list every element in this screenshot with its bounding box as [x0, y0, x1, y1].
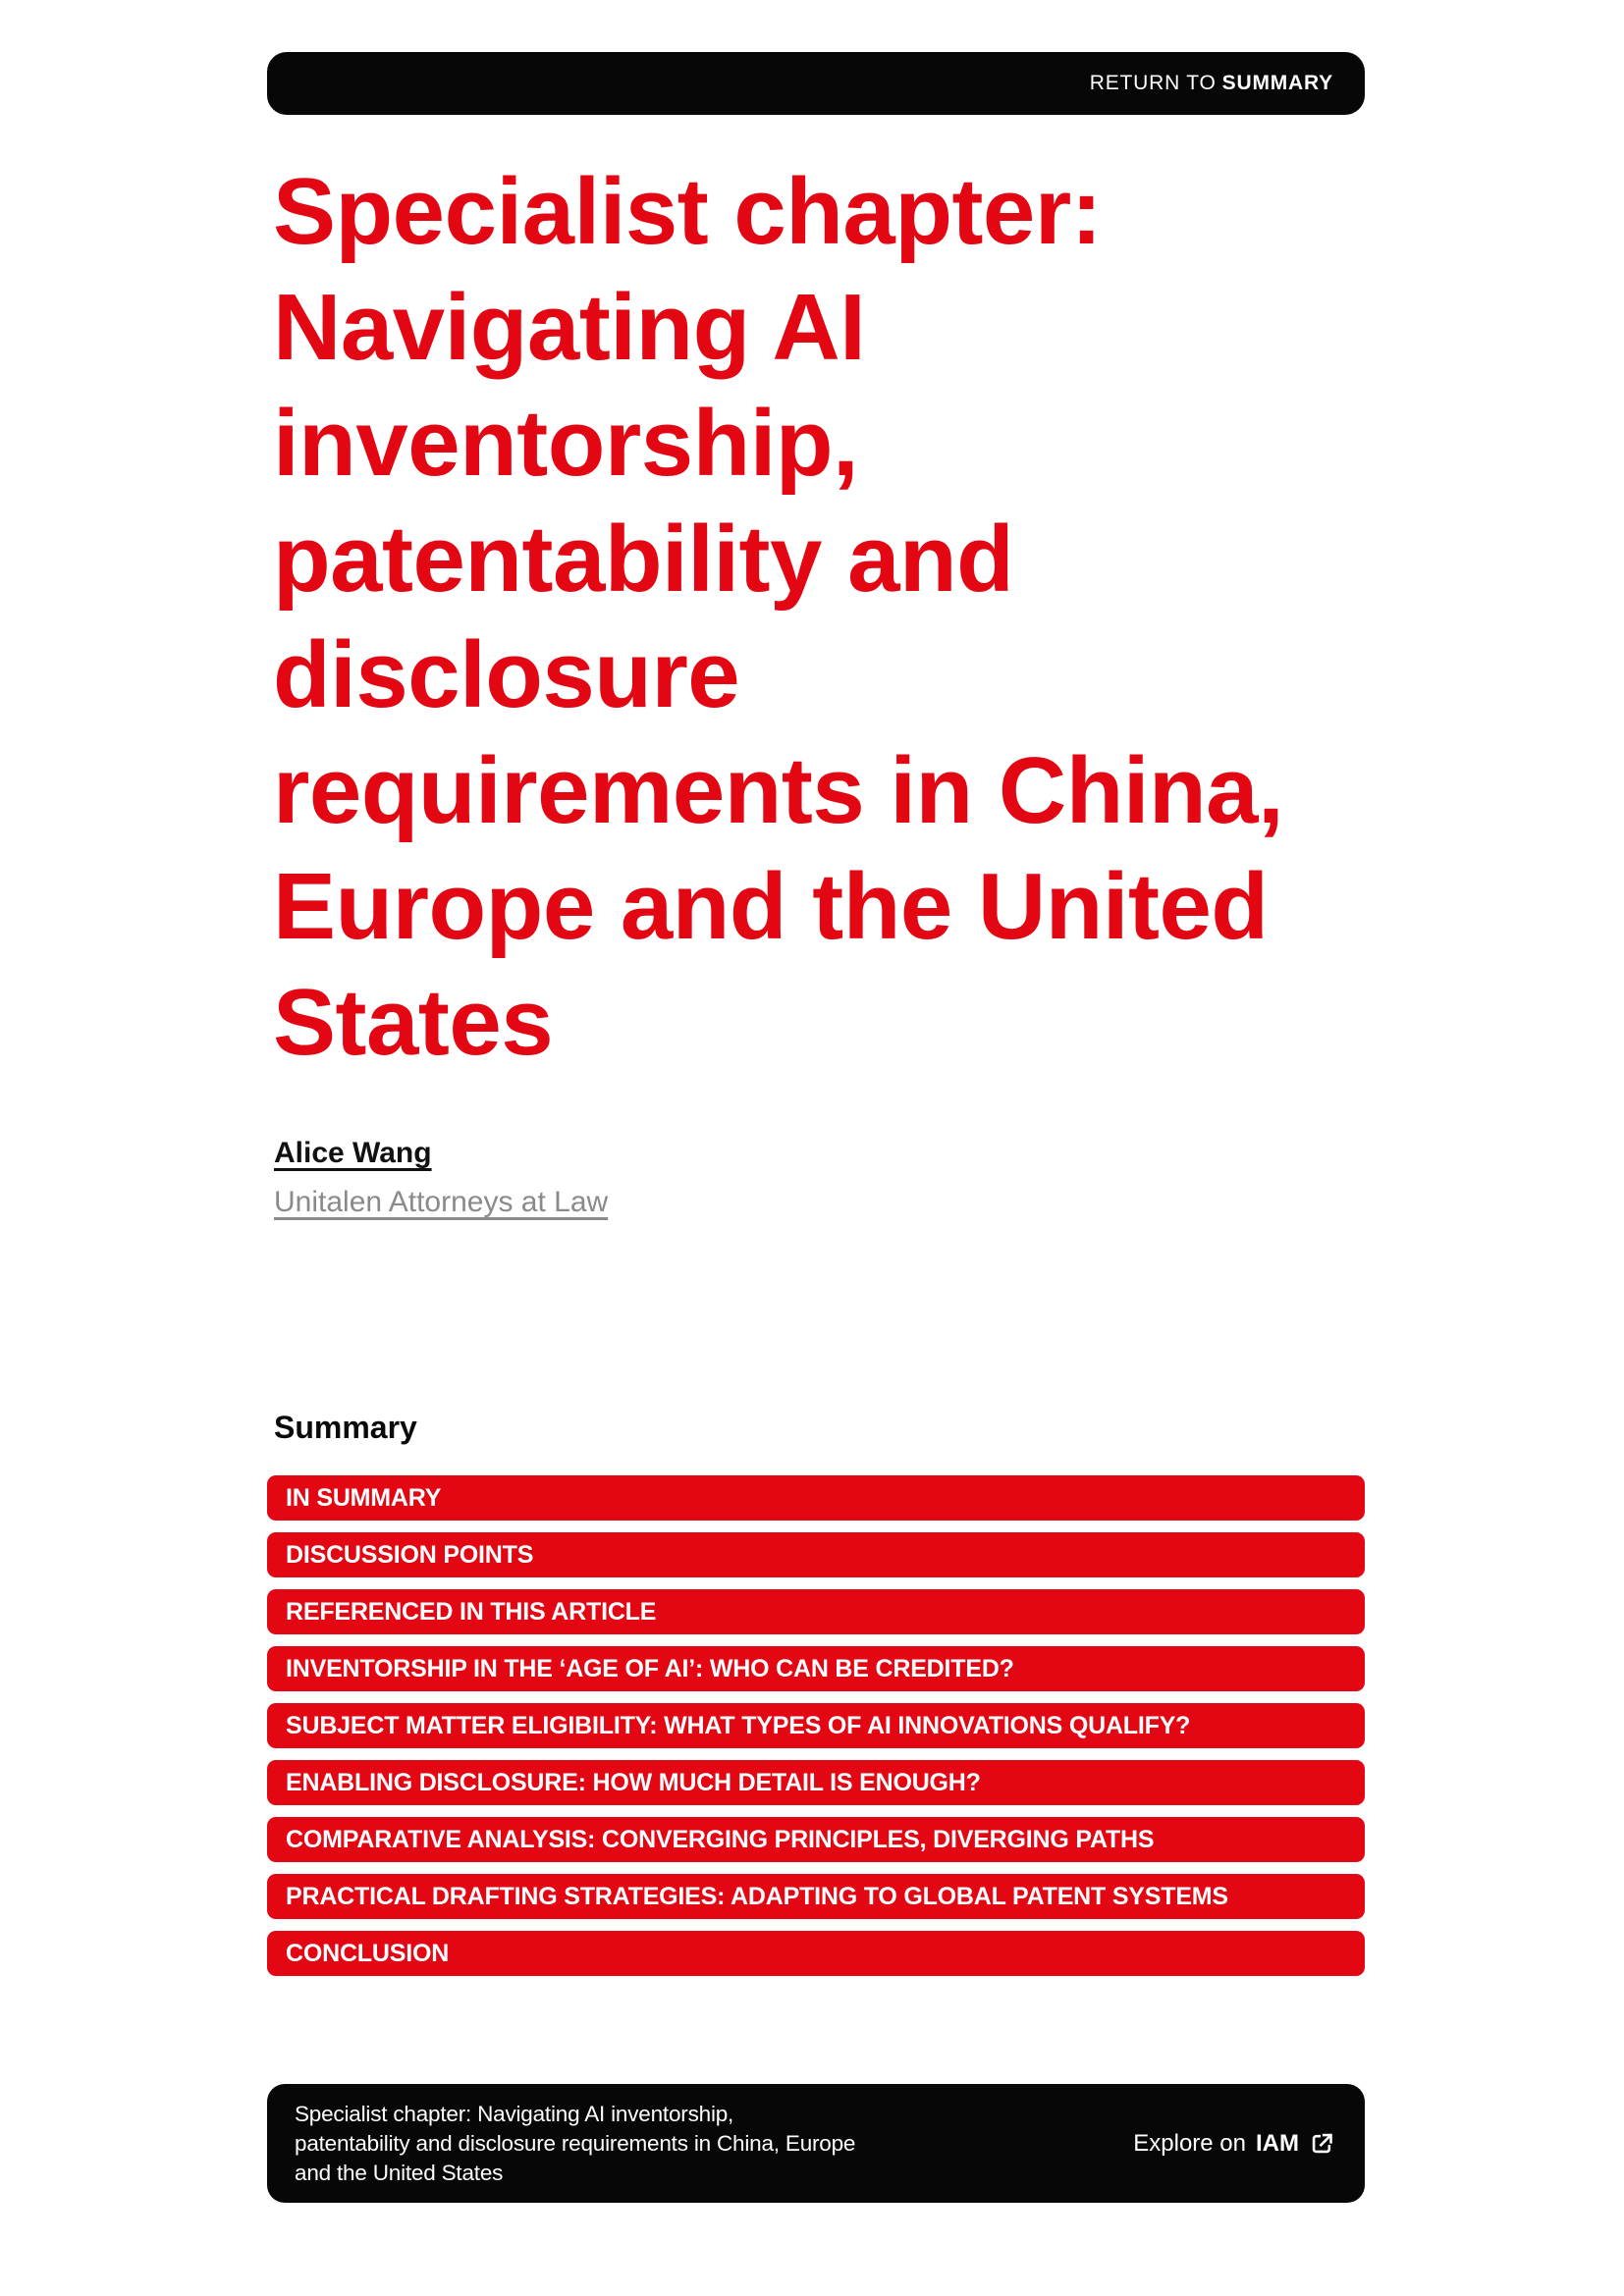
footer-article-title: Specialist chapter: Navigating AI inventorship, patentability and disclosure requirements in China, Europe and the United States: [295, 2101, 856, 2185]
iam-label: IAM: [1256, 2129, 1299, 2157]
author-link[interactable]: Alice Wang: [274, 1137, 432, 1169]
explore-on-iam-link[interactable]: [1133, 2130, 1335, 2158]
summary-heading: Summary: [274, 1410, 417, 1445]
return-to-label: RETURN TO: [1089, 72, 1217, 94]
toc-item[interactable]: DISCUSSION POINTS: [267, 1532, 1365, 1577]
toc-item[interactable]: PRACTICAL DRAFTING STRATEGIES: ADAPTING TO GLOBAL PATENT SYSTEMS: [267, 1874, 1365, 1919]
toc-item[interactable]: IN SUMMARY: [267, 1475, 1365, 1521]
firm-link[interactable]: Unitalen Attorneys at Law: [274, 1186, 609, 1218]
external-link-icon: [1309, 2130, 1335, 2157]
toc-item[interactable]: SUBJECT MATTER ELIGIBILITY: WHAT TYPES OF AI INNOVATIONS QUALIFY?: [267, 1703, 1365, 1748]
toc-item[interactable]: CONCLUSION: [267, 1931, 1365, 1976]
toc-item[interactable]: COMPARATIVE ANALYSIS: CONVERGING PRINCIPLES, DIVERGING PATHS: [267, 1817, 1365, 1862]
toc-item[interactable]: INVENTORSHIP IN THE ‘AGE OF AI’: WHO CAN BE CREDITED?: [267, 1646, 1365, 1691]
return-to-summary-button[interactable]: [267, 52, 1365, 115]
toc-item[interactable]: ENABLING DISCLOSURE: HOW MUCH DETAIL IS ENOUGH?: [267, 1760, 1365, 1805]
article-title: Specialist chapter: Navigating AI inventorship, patentability and disclosure requirements in China, Europe and the United States: [273, 159, 1284, 1075]
toc-item[interactable]: REFERENCED IN THIS ARTICLE: [267, 1589, 1365, 1634]
summary-toc: [267, 1475, 1365, 1976]
explore-on-label: Explore on: [1133, 2129, 1246, 2157]
author-block: [274, 1137, 608, 1219]
return-to-summary-label: SUMMARY: [1221, 72, 1333, 94]
footer-bar: [267, 2084, 1365, 2203]
